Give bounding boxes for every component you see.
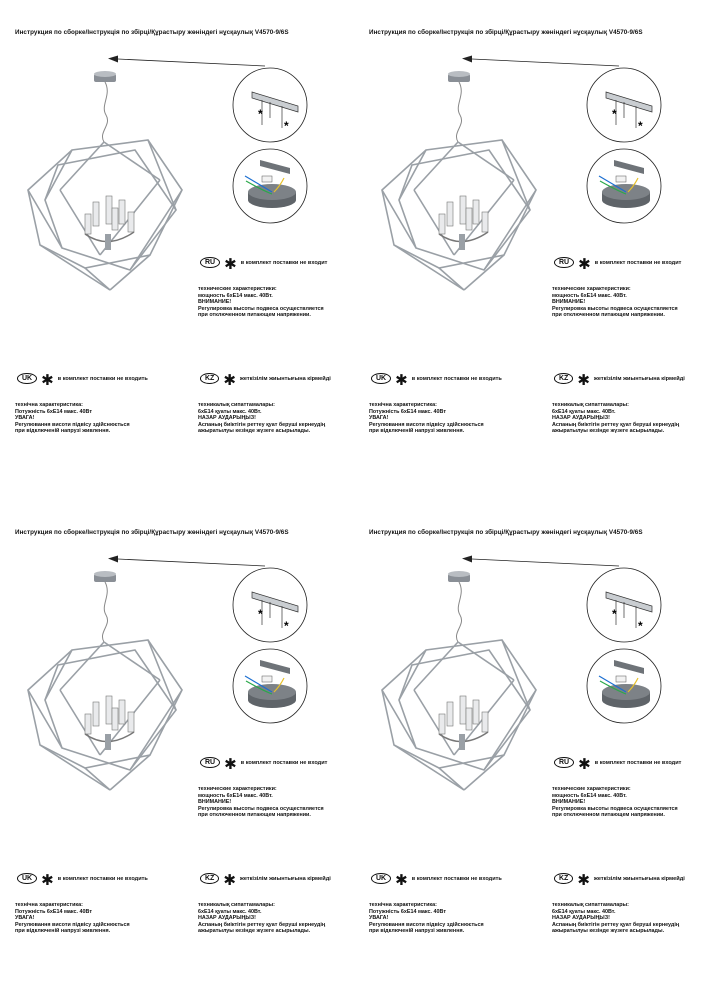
asterisk-icon: ✱ (395, 871, 408, 889)
svg-text:*: * (638, 119, 643, 133)
uk-specs (15, 402, 130, 435)
kz-warn-title: НАЗАР АУДАРЫҢЫЗ! (198, 415, 256, 422)
uk-warn-line1: Регулювання висоти підвісу здійснюється (15, 921, 130, 928)
arrow-left-icon (108, 556, 118, 563)
kz-spec-title: техникалық сипаттамалары: (552, 902, 629, 908)
arrow-left-icon (462, 556, 472, 563)
asterisk-icon: ✱ (224, 255, 237, 273)
ru-spec-title: технические характеристики: (198, 286, 277, 292)
uk-specs (369, 402, 484, 435)
uk-note-row (17, 371, 148, 389)
ru-warn-title: ВНИМАНИЕ! (198, 799, 232, 806)
kz-spec-value: 6хЕ14 қуаты макс. 40Вт. (198, 908, 262, 915)
ru-warn-title: ВНИМАНИЕ! (552, 299, 586, 306)
uk-spec-title: технічна характеристика: (15, 902, 83, 908)
svg-text:*: * (284, 619, 289, 633)
kz-specs (552, 402, 679, 435)
uk-warn-line2: при відключеній напрузі живлення. (369, 928, 465, 935)
kz-specs (198, 402, 325, 435)
kz-note: жеткізілім жиынтығына кірмейді (239, 875, 331, 882)
svg-text:*: * (258, 107, 263, 121)
svg-text:*: * (284, 119, 289, 133)
ru-specs (198, 786, 324, 819)
uk-spec-value: Потужність 6хЕ14 макс. 40Вт (369, 408, 446, 415)
kz-warn-line2: ажыратылуы кезінде жүзеге асырылады. (198, 428, 311, 435)
ru-note-row (200, 755, 328, 773)
ru-note: в комплект поставки не входит (240, 759, 328, 766)
ru-warn-line1: Регулировка высоты подвеса осуществляется (552, 805, 678, 812)
uk-spec-value: Потужність 6хЕ14 макс. 40Вт (15, 908, 92, 915)
ru-specs (552, 286, 678, 319)
kz-warn-line1: Аспаның биіктігін реттеу қуат беруші кернеудің (198, 921, 326, 928)
uk-warn-line1: Регулювання висоти підвісу здійснюється (15, 421, 130, 428)
ru-language-badge: RU (554, 757, 574, 768)
ru-warn-line2: при отключенном питающем напряжении. (198, 812, 311, 819)
kz-warn-line2: ажыратылуы кезінде жүзеге асырылады. (552, 428, 665, 435)
ru-note-row (554, 755, 682, 773)
uk-language-badge: UK (17, 873, 37, 884)
uk-spec-title: технічна характеристика: (15, 402, 83, 408)
asterisk-icon: ✱ (41, 871, 54, 889)
uk-warn-title: УВАГА! (15, 415, 35, 422)
ru-specs (552, 786, 678, 819)
sheet-title: Инструкция по сборке/Інструкція по збірці/Құрастыру жөніндегі нұсқаулық V4570-9/6S (369, 29, 643, 36)
asterisk-icon: ✱ (223, 371, 236, 389)
ru-spec-title: технические характеристики: (198, 786, 277, 792)
kz-spec-value: 6хЕ14 қуаты макс. 40Вт. (552, 408, 616, 415)
kz-note: жеткізілім жиынтығына кірмейді (593, 375, 685, 382)
uk-warn-title: УВАГА! (369, 415, 389, 422)
ru-language-badge: RU (200, 757, 220, 768)
uk-note-row (371, 371, 502, 389)
uk-language-badge: UK (371, 873, 391, 884)
uk-note: в комплект поставки не входить (57, 875, 148, 882)
uk-note: в комплект поставки не входить (411, 875, 502, 882)
kz-spec-title: техникалық сипаттамалары: (198, 402, 275, 408)
uk-language-badge: UK (371, 373, 391, 384)
ru-warn-line2: при отключенном питающем напряжении. (552, 312, 665, 319)
kz-warn-line1: Аспаның биіктігін реттеу қуат беруші кернеудің (552, 921, 680, 928)
svg-text:*: * (638, 619, 643, 633)
uk-note-row (17, 871, 148, 889)
ru-note-row (200, 255, 328, 273)
kz-warn-line2: ажыратылуы кезінде жүзеге асырылады. (552, 928, 665, 935)
asterisk-icon: ✱ (41, 371, 54, 389)
kz-language-badge: KZ (200, 373, 219, 384)
kz-warn-title: НАЗАР АУДАРЫҢЫЗ! (198, 915, 256, 922)
uk-warn-line1: Регулювання висоти підвісу здійснюється (369, 921, 484, 928)
kz-warn-title: НАЗАР АУДАРЫҢЫЗ! (552, 915, 610, 922)
uk-spec-title: технічна характеристика: (369, 402, 437, 408)
ru-language-badge: RU (200, 257, 220, 268)
asterisk-icon: ✱ (577, 871, 590, 889)
uk-spec-value: Потужність 6хЕ14 макс. 40Вт (369, 908, 446, 915)
uk-note-row (371, 871, 502, 889)
asterisk-icon: ✱ (223, 871, 236, 889)
sheet-title: Инструкция по сборке/Інструкція по збірці/Құрастыру жөніндегі нұсқаулық V4570-9/6S (15, 529, 289, 536)
uk-note: в комплект поставки не входить (57, 375, 148, 382)
svg-text:*: * (612, 107, 617, 121)
kz-note: жеткізілім жиынтығына кірмейді (239, 375, 331, 382)
uk-specs (369, 902, 484, 935)
kz-warn-line1: Аспаның биіктігін реттеу қуат беруші кернеудің (552, 421, 680, 428)
uk-spec-title: технічна характеристика: (369, 902, 437, 908)
ru-spec-value: мощность 6хЕ14 макс. 40Вт. (198, 792, 273, 799)
uk-warn-line2: при відключеній напрузі живлення. (369, 428, 465, 435)
uk-warn-line2: при відключеній напрузі живлення. (15, 928, 111, 935)
kz-note-row (200, 871, 331, 889)
ru-spec-value: мощность 6хЕ14 макс. 40Вт. (552, 792, 627, 799)
ru-warn-line1: Регулировка высоты подвеса осуществляется (198, 305, 324, 312)
instruction-sheet-bottom-left (0, 500, 353, 1000)
uk-warn-title: УВАГА! (15, 915, 35, 922)
kz-note-row (200, 371, 331, 389)
svg-text:*: * (612, 607, 617, 621)
ru-spec-title: технические характеристики: (552, 786, 631, 792)
kz-note-row (554, 371, 685, 389)
asterisk-icon: ✱ (578, 255, 591, 273)
arrow-left-icon (108, 56, 118, 63)
ru-warn-line1: Регулировка высоты подвеса осуществляется (198, 805, 324, 812)
ru-spec-value: мощность 6хЕ14 макс. 40Вт. (552, 292, 627, 299)
sheet-title: Инструкция по сборке/Інструкція по збірці/Құрастыру жөніндегі нұсқаулық V4570-9/6S (369, 529, 643, 536)
asterisk-icon: ✱ (577, 371, 590, 389)
kz-spec-value: 6хЕ14 қуаты макс. 40Вт. (198, 408, 262, 415)
kz-language-badge: KZ (554, 873, 573, 884)
instruction-sheet-top-right (354, 0, 707, 500)
kz-specs (198, 902, 325, 935)
ru-note-row (554, 255, 682, 273)
asterisk-icon: ✱ (395, 371, 408, 389)
ru-spec-title: технические характеристики: (552, 286, 631, 292)
kz-warn-line2: ажыратылуы кезінде жүзеге асырылады. (198, 928, 311, 935)
sheet-title: Инструкция по сборке/Інструкція по збірці/Құрастыру жөніндегі нұсқаулық V4570-9/6S (15, 29, 289, 36)
kz-spec-value: 6хЕ14 қуаты макс. 40Вт. (552, 908, 616, 915)
uk-specs (15, 902, 130, 935)
ru-warn-line2: при отключенном питающем напряжении. (198, 312, 311, 319)
ru-note: в комплект поставки не входит (240, 259, 328, 266)
kz-warn-title: НАЗАР АУДАРЫҢЫЗ! (552, 415, 610, 422)
uk-language-badge: UK (17, 373, 37, 384)
ru-note: в комплект поставки не входит (594, 259, 682, 266)
kz-note-row (554, 871, 685, 889)
uk-warn-line2: при відключеній напрузі живлення. (15, 428, 111, 435)
ru-specs (198, 286, 324, 319)
ru-warn-title: ВНИМАНИЕ! (198, 299, 232, 306)
ru-warn-title: ВНИМАНИЕ! (552, 799, 586, 806)
uk-warn-title: УВАГА! (369, 915, 389, 922)
uk-warn-line1: Регулювання висоти підвісу здійснюється (369, 421, 484, 428)
kz-spec-title: техникалық сипаттамалары: (552, 402, 629, 408)
asterisk-icon: ✱ (578, 755, 591, 773)
kz-spec-title: техникалық сипаттамалары: (198, 902, 275, 908)
kz-warn-line1: Аспаның биіктігін реттеу қуат беруші кернеудің (198, 421, 326, 428)
ru-note: в комплект поставки не входит (594, 759, 682, 766)
instruction-sheet-bottom-right (354, 500, 707, 1000)
arrow-left-icon (462, 56, 472, 63)
ru-spec-value: мощность 6хЕ14 макс. 40Вт. (198, 292, 273, 299)
uk-spec-value: Потужність 6хЕ14 макс. 40Вт (15, 408, 92, 415)
kz-specs (552, 902, 679, 935)
svg-text:*: * (258, 607, 263, 621)
uk-note: в комплект поставки не входить (411, 375, 502, 382)
asterisk-icon: ✱ (224, 755, 237, 773)
kz-language-badge: KZ (200, 873, 219, 884)
instruction-sheet-top-left (0, 0, 353, 500)
kz-language-badge: KZ (554, 373, 573, 384)
ru-warn-line2: при отключенном питающем напряжении. (552, 812, 665, 819)
ru-language-badge: RU (554, 257, 574, 268)
kz-note: жеткізілім жиынтығына кірмейді (593, 875, 685, 882)
ru-warn-line1: Регулировка высоты подвеса осуществляется (552, 305, 678, 312)
